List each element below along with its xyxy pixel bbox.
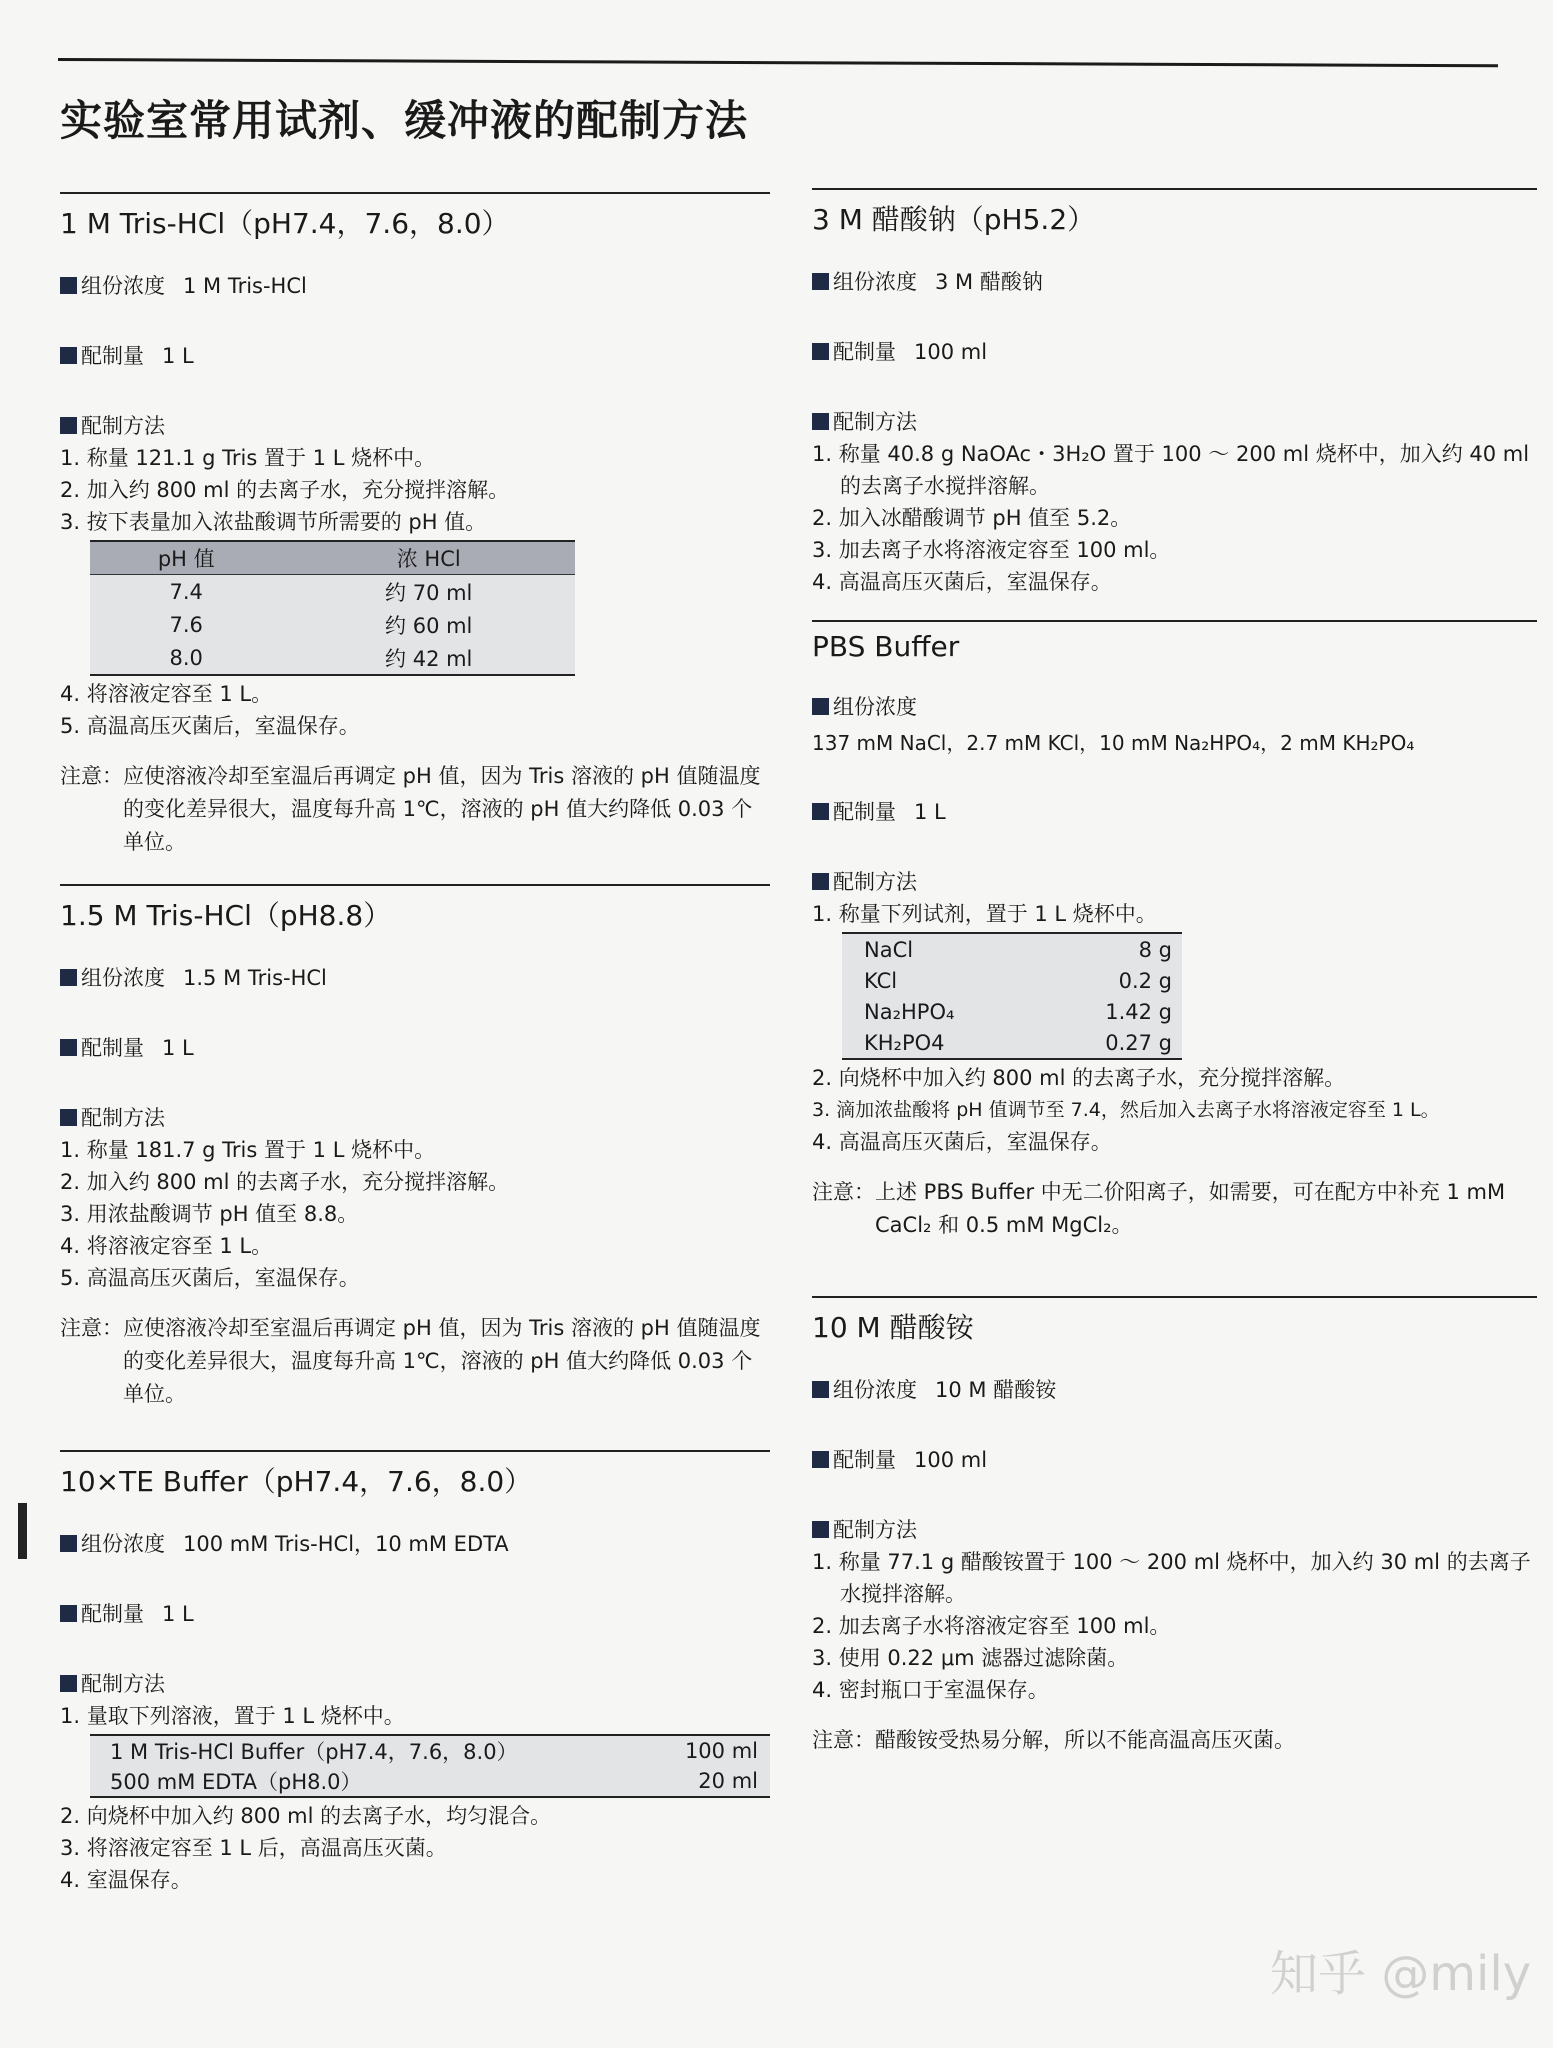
step-item: 3. 将溶液定容至 1 L 后，高温高压灭菌。 [60, 1836, 447, 1860]
composition-field: 组份浓度 10 M 醋酸铵 [812, 1374, 1537, 1404]
step-item: 1. 称量 121.1 g Tris 置于 1 L 烧杯中。 [60, 446, 436, 470]
section-ammonium-acetate [812, 1296, 1537, 1757]
step-item: 1. 称量 77.1 g 醋酸铵置于 100 ～ 200 ml 烧杯中，加入约 30 ml 的去离子水搅拌溶解。 [812, 1550, 1531, 1606]
volume-value: 1 L [914, 800, 946, 824]
table-row [90, 1735, 770, 1766]
method-heading: 配制方法 [60, 1668, 770, 1698]
table-cell: 7.6 [90, 608, 282, 641]
note-label: 注意： [60, 1316, 123, 1340]
bullet-square-icon [60, 1605, 77, 1622]
step-item: 4. 室温保存。 [60, 1868, 192, 1892]
table-cell: 约 42 ml [282, 641, 575, 675]
page-title: 实验室常用试剂、缓冲液的配制方法 [60, 96, 749, 145]
step-item: 4. 将溶液定容至 1 L。 [60, 682, 273, 706]
bullet-square-icon [60, 1535, 77, 1552]
table-cell: 0.2 g [1030, 965, 1182, 996]
step-item: 3. 滴加浓盐酸将 pH 值调节至 7.4，然后加入去离子水将溶液定容至 1 L。 [812, 1099, 1440, 1121]
method-steps [60, 1134, 770, 1294]
table-header: pH 值 [90, 541, 282, 575]
bullet-square-icon [812, 273, 829, 290]
table-cell: 500 mM EDTA（pH8.0） [90, 1766, 639, 1797]
section-rule [812, 1296, 1537, 1298]
volume-value: 1 L [162, 344, 194, 368]
step-item: 3. 按下表量加入浓盐酸调节所需要的 pH 值。 [60, 510, 487, 534]
section-title: 10×TE Buffer（pH7.4，7.6，8.0） [60, 1465, 533, 1498]
method-steps-continued [60, 678, 770, 742]
step-item: 2. 加去离子水将溶液定容至 100 ml。 [812, 1614, 1171, 1638]
table-row [90, 608, 575, 641]
bullet-square-icon [60, 969, 77, 986]
table-cell: 1 M Tris-HCl Buffer（pH7.4，7.6，8.0） [90, 1735, 639, 1766]
composition-field: 组份浓度 137 mM NaCl，2.7 mM KCl，10 mM Na₂HPO₄，2 mM KH₂PO₄ [812, 691, 1537, 756]
note-label: 注意： [812, 1180, 875, 1204]
volume-value: 1 L [162, 1602, 194, 1626]
volume-field: 配制量 1 L [812, 796, 1537, 826]
method-heading: 配制方法 [812, 406, 1537, 436]
step-item: 2. 加入冰醋酸调节 pH 值至 5.2。 [812, 506, 1132, 530]
step-item: 2. 向烧杯中加入约 800 ml 的去离子水，均匀混合。 [60, 1804, 552, 1828]
method-heading: 配制方法 [60, 410, 770, 440]
note-text: 应使溶液冷却至室温后再调定 pH 值，因为 Tris 溶液的 pH 值随温度的变化差异很大，温度每升高 1℃，溶液的 pH 值大约降低 0.03 个单位。 [123, 1316, 761, 1406]
table-cell: KCl [842, 965, 1030, 996]
method-steps [60, 1700, 770, 1732]
composition-value: 10 M 醋酸铵 [935, 1378, 1057, 1402]
bullet-square-icon [812, 413, 829, 430]
table-header: 浓 HCl [282, 541, 575, 575]
section-rule [812, 188, 1537, 190]
section-title: 1 M Tris-HCl（pH7.4，7.6，8.0） [60, 207, 510, 240]
section-rule [60, 192, 770, 194]
note-label: 注意： [812, 1728, 875, 1752]
volume-value: 100 ml [914, 340, 988, 364]
section-rule [60, 884, 770, 886]
section-te-buffer [60, 1450, 770, 1896]
table-header-row [90, 541, 575, 575]
volume-field: 配制量 1 L [60, 1598, 770, 1628]
page-edge-marker [18, 1503, 27, 1559]
composition-field: 组份浓度 1 M Tris-HCl [60, 270, 770, 300]
bullet-square-icon [60, 1039, 77, 1056]
composition-value: 100 mM Tris-HCl，10 mM EDTA [183, 1532, 509, 1556]
table-cell: 8 g [1030, 933, 1182, 965]
table-row [90, 641, 575, 675]
note [812, 1176, 1537, 1242]
step-item: 1. 称量下列试剂，置于 1 L 烧杯中。 [812, 902, 1157, 926]
table-cell: 约 60 ml [282, 608, 575, 641]
table-cell: 约 70 ml [282, 575, 575, 609]
section-tris-1-5m [60, 884, 770, 1411]
table-cell: 20 ml [639, 1766, 770, 1797]
section-tris-1m [60, 192, 770, 859]
table-row [842, 965, 1182, 996]
method-steps-continued [60, 1800, 770, 1896]
section-rule [812, 620, 1537, 622]
section-title: 3 M 醋酸钠（pH5.2） [812, 203, 1096, 236]
step-item: 1. 称量 40.8 g NaOAc・3H₂O 置于 100 ～ 200 ml 烧杯中，加入约 40 ml 的去离子水搅拌溶解。 [812, 442, 1530, 498]
composition-field: 组份浓度 3 M 醋酸钠 [812, 266, 1537, 296]
table-cell: 1.42 g [1030, 996, 1182, 1027]
composition-value: 3 M 醋酸钠 [935, 270, 1043, 294]
method-heading: 配制方法 [60, 1102, 770, 1132]
bullet-square-icon [60, 417, 77, 434]
section-title: PBS Buffer [812, 630, 960, 663]
section-pbs-buffer [812, 620, 1537, 1242]
bullet-square-icon [812, 803, 829, 820]
bullet-square-icon [60, 1109, 77, 1126]
table-row [842, 933, 1182, 965]
section-sodium-acetate [812, 188, 1537, 598]
table-row [90, 1766, 770, 1797]
table-cell: Na₂HPO₄ [842, 996, 1030, 1027]
bullet-square-icon [812, 1451, 829, 1468]
method-steps [812, 898, 1537, 930]
volume-field: 配制量 100 ml [812, 336, 1537, 366]
note-text: 上述 PBS Buffer 中无二价阳离子，如需要，可在配方中补充 1 mM CaCl₂ 和 0.5 mM MgCl₂。 [875, 1180, 1506, 1237]
ph-hcl-table [90, 540, 575, 676]
table-cell: 8.0 [90, 641, 282, 675]
method-steps-continued [812, 1062, 1537, 1158]
step-item: 2. 加入约 800 ml 的去离子水，充分搅拌溶解。 [60, 1170, 510, 1194]
note [812, 1724, 1537, 1757]
volume-field: 配制量 1 L [60, 1032, 770, 1062]
table-cell: 0.27 g [1030, 1027, 1182, 1059]
bullet-square-icon [812, 873, 829, 890]
note [60, 1312, 770, 1411]
bullet-square-icon [812, 698, 829, 715]
table-cell: NaCl [842, 933, 1030, 965]
step-item: 3. 用浓盐酸调节 pH 值至 8.8。 [60, 1202, 359, 1226]
step-item: 5. 高温高压灭菌后，室温保存。 [60, 714, 360, 738]
step-item: 4. 密封瓶口于室温保存。 [812, 1678, 1049, 1702]
step-item: 2. 加入约 800 ml 的去离子水，充分搅拌溶解。 [60, 478, 510, 502]
table-cell: KH₂PO4 [842, 1027, 1030, 1059]
method-heading: 配制方法 [812, 866, 1537, 896]
volume-value: 1 L [162, 1036, 194, 1060]
section-title: 10 M 醋酸铵 [812, 1311, 974, 1344]
watermark: 知乎 @mily [1270, 1946, 1532, 2002]
step-item: 1. 称量 181.7 g Tris 置于 1 L 烧杯中。 [60, 1138, 436, 1162]
table-cell: 7.4 [90, 575, 282, 609]
volume-value: 100 ml [914, 1448, 988, 1472]
te-reagent-table [90, 1734, 770, 1798]
table-cell: 100 ml [639, 1735, 770, 1766]
method-steps [812, 1546, 1537, 1706]
note [60, 760, 770, 859]
step-item: 2. 向烧杯中加入约 800 ml 的去离子水，充分搅拌溶解。 [812, 1066, 1346, 1090]
method-steps [812, 438, 1537, 598]
composition-value: 1 M Tris-HCl [183, 274, 307, 298]
note-text: 醋酸铵受热易分解，所以不能高温高压灭菌。 [875, 1728, 1295, 1752]
bullet-square-icon [812, 1381, 829, 1398]
table-row [842, 996, 1182, 1027]
composition-value: 137 mM NaCl，2.7 mM KCl，10 mM Na₂HPO₄，2 mM KH₂PO₄ [812, 731, 1415, 755]
step-item: 4. 将溶液定容至 1 L。 [60, 1234, 273, 1258]
bullet-square-icon [812, 1521, 829, 1538]
step-item: 3. 使用 0.22 μm 滤器过滤除菌。 [812, 1646, 1129, 1670]
section-rule [60, 1450, 770, 1452]
pbs-reagent-table [842, 932, 1182, 1060]
bullet-square-icon [812, 343, 829, 360]
note-label: 注意： [60, 764, 123, 788]
section-title: 1.5 M Tris-HCl（pH8.8） [60, 899, 392, 932]
method-heading: 配制方法 [812, 1514, 1537, 1544]
composition-field: 组份浓度 1.5 M Tris-HCl [60, 962, 770, 992]
table-row [90, 575, 575, 609]
note-text: 应使溶液冷却至室温后再调定 pH 值，因为 Tris 溶液的 pH 值随温度的变化差异很大，温度每升高 1℃，溶液的 pH 值大约降低 0.03 个单位。 [123, 764, 761, 854]
table-row [842, 1027, 1182, 1059]
composition-field: 组份浓度 100 mM Tris-HCl，10 mM EDTA [60, 1528, 770, 1558]
top-rule [58, 58, 1498, 67]
volume-field: 配制量 100 ml [812, 1444, 1537, 1474]
step-item: 4. 高温高压灭菌后，室温保存。 [812, 1130, 1112, 1154]
step-item: 4. 高温高压灭菌后，室温保存。 [812, 570, 1112, 594]
composition-value: 1.5 M Tris-HCl [183, 966, 327, 990]
bullet-square-icon [60, 277, 77, 294]
bullet-square-icon [60, 1675, 77, 1692]
volume-field: 配制量 1 L [60, 340, 770, 370]
method-steps [60, 442, 770, 538]
bullet-square-icon [60, 347, 77, 364]
step-item: 5. 高温高压灭菌后，室温保存。 [60, 1266, 360, 1290]
step-item: 3. 加去离子水将溶液定容至 100 ml。 [812, 538, 1171, 562]
step-item: 1. 量取下列溶液，置于 1 L 烧杯中。 [60, 1704, 405, 1728]
